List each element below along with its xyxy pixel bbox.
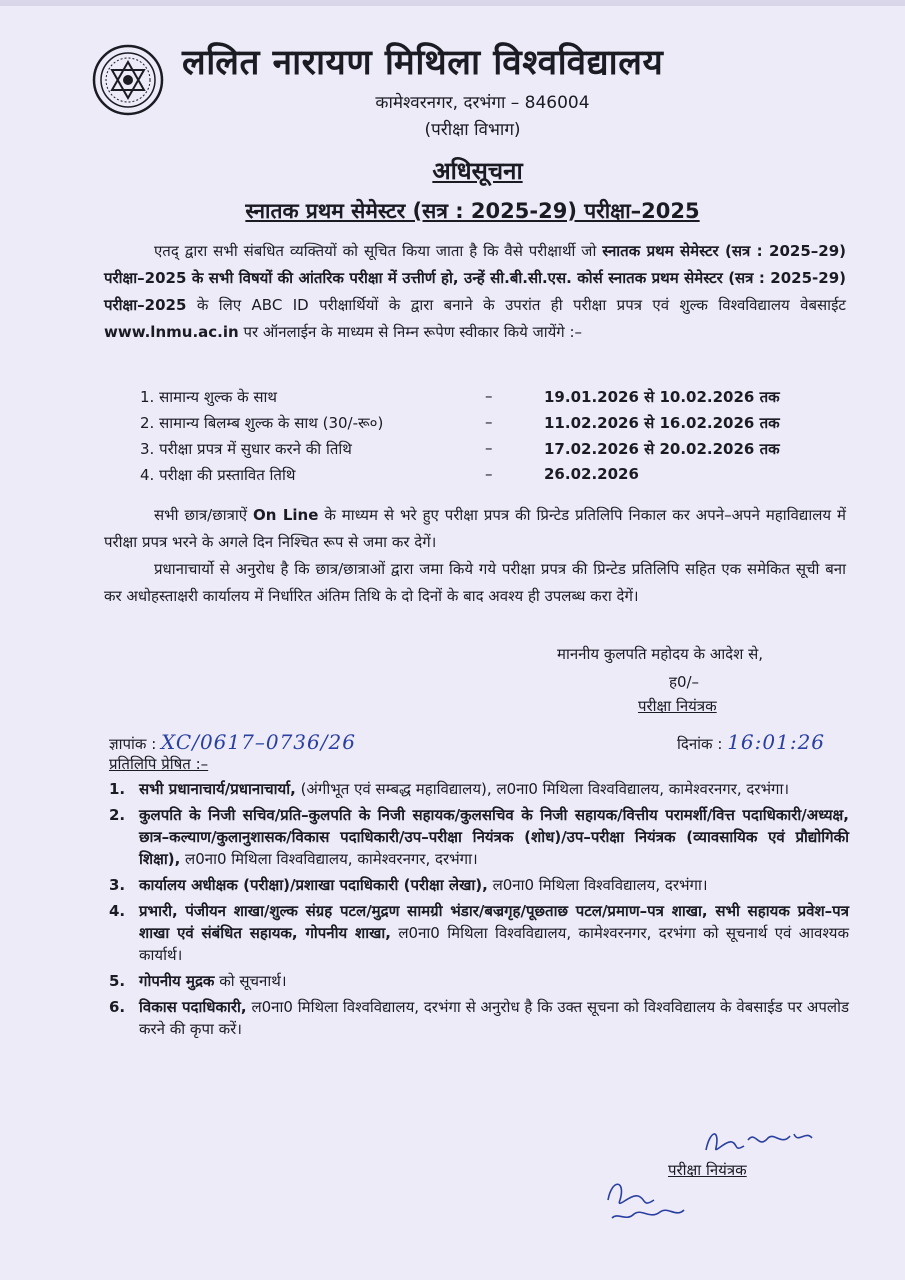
schedule-label: 4. परीक्षा की प्रस्तावित तिथि: [140, 466, 296, 484]
copy-item-recipient: प्रभारी, पंजीयन शाखा/शुल्क संग्रह पटल/मुद्रण सामग्री भंडार/बज्रगृह/पूछताछ पटल/प्रमाण–पत्र शाखा, सभी सहायक प्रवेश–पत्र शाखा एवं संबंधित सहायक, गोपनीय शाखा,: [139, 902, 849, 942]
copy-item-number: 3.: [109, 876, 126, 894]
copy-list: [109, 778, 849, 1044]
schedule-date: 26.02.2026: [544, 465, 639, 483]
schedule-row: [140, 465, 820, 491]
website-url: www.lnmu.ac.in: [104, 323, 239, 341]
copy-item-number: 1.: [109, 780, 126, 798]
copy-item-number: 4.: [109, 902, 126, 920]
memo-label: ज्ञापांक :: [109, 735, 157, 753]
list-item: [109, 778, 849, 800]
schedule-date: 11.02.2026 से 16.02.2026 तक: [544, 414, 780, 432]
intro-text-continued: के लिए ABC ID परीक्षार्थियों के द्वारा बनाने के उपरांत ही परीक्षा प्रपत्र एवं शुल्क विश्वविद्यालय वेबसाईट: [186, 296, 846, 314]
schedule-dash: –: [485, 439, 493, 457]
university-name: ललित नारायण मिथिला विश्वविद्यालय: [182, 43, 664, 83]
date-line: [677, 730, 825, 754]
initials-signature-icon: [598, 1170, 693, 1230]
schedule-row: [140, 413, 820, 439]
intro-text-end: पर ऑनलाईन के माध्यम से निम्न रूपेण स्वीकार किये जायेंगे :–: [238, 323, 583, 341]
copy-item-recipient: गोपनीय मुद्रक: [139, 972, 215, 990]
intro-paragraph: [104, 238, 846, 346]
copy-item-recipient: विकास पदाधिकारी,: [139, 998, 247, 1016]
copy-item-recipient: कुलपति के निजी सचिव/प्रति–कुलपति के निजी सहायक/कुलसचिव के निजी सहायक/वित्तीय परामर्शी/वित्त पदाधिकारी/अध्यक्ष, छात्र–कल्याण/कुलानुशासक/विकास पदाधिकारी/उप–परीक्षा नियंत्रक (शोध)/उप–परीक्षा नियंत्रक (व्यावसायिक एवं प्रौद्योगिकी शिक्षा),: [139, 806, 849, 868]
online-bold: On Line: [253, 506, 319, 524]
controller-title: परीक्षा नियंत्रक: [638, 697, 717, 715]
online-paragraph: [104, 502, 846, 556]
copy-item-text: ल0ना0 मिथिला विश्वविद्यालय, कामेश्वरनगर, दरभंगा को सूचनार्थ एवं आवश्यक कार्यार्थ।: [139, 924, 849, 964]
handwritten-signature-icon: [698, 1120, 818, 1160]
date-label: दिनांक :: [677, 735, 723, 753]
schedule-date: 19.01.2026 से 10.02.2026 तक: [544, 388, 780, 406]
top-edge: [0, 0, 905, 6]
list-item: [109, 970, 849, 992]
schedule-dash: –: [485, 465, 493, 483]
exam-title: स्नातक प्रथम सेमेस्टर (सत्र : 2025-29) परीक्षा–2025: [245, 199, 700, 223]
schedule-label: 1. सामान्य शुल्क के साथ: [140, 388, 278, 406]
online-text-end: के माध्यम से भरे हुए परीक्षा प्रपत्र की प्रिन्टेड प्रतिलिपि निकाल कर अपने–अपने महाविद्यालय में परीक्षा प्रपत्र भरने के अगले दिन निश्चित रूप से जमा कर देगें।: [104, 506, 846, 551]
final-controller-title: परीक्षा नियंत्रक: [668, 1161, 747, 1179]
schedule-dash: –: [485, 387, 493, 405]
schedule-date: 17.02.2026 से 20.02.2026 तक: [544, 440, 780, 458]
intro-text: एतद् द्वारा सभी संबधित व्यक्तियों को सूचित किया जाता है कि वैसे परीक्षार्थी जो: [154, 242, 603, 260]
memo-number-line: [109, 730, 356, 754]
copy-item-number: 5.: [109, 972, 126, 990]
intro-bold-text: स्नातक प्रथम सेमेस्टर (सत्र : 2025–29) परीक्षा–2025 के सभी विषयों की आंतरिक परीक्षा में उत्तीर्ण हो, उन्हें सी.बी.सी.एस. कोर्स स्नातक प्रथम सेमेस्टर (सत्र : 2025-29) परीक्षा–2025: [104, 242, 846, 314]
list-item: [109, 900, 849, 966]
online-text: सभी छात्र/छात्राऐं: [154, 506, 254, 524]
copy-item-recipient: कार्यालय अधीक्षक (परीक्षा)/प्रशाखा पदाधिकारी (परीक्षा लेखा),: [139, 876, 488, 894]
fee-schedule: [140, 387, 820, 491]
copy-item-number: 2.: [109, 806, 126, 824]
copy-item-number: 6.: [109, 998, 126, 1016]
copy-item-text: ल0ना0 मिथिला विश्वविद्यालय, दरभंगा।: [487, 876, 708, 894]
copy-item-recipient: सभी प्रधानाचार्य/प्रधानाचार्या,: [139, 780, 296, 798]
copy-item-text: (अंगीभूत एवं सम्बद्ध महाविद्यालय), ल0ना0 मिथिला विश्वविद्यालय, कामेश्वरनगर, दरभंगा।: [295, 780, 790, 798]
copy-heading: प्रतिलिपि प्रेषित :–: [109, 755, 209, 773]
department-name: (परीक्षा विभाग): [424, 120, 521, 140]
copy-item-text: को सूचनार्थ।: [214, 972, 287, 990]
schedule-label: 3. परीक्षा प्रपत्र में सुधार करने की तिथि: [140, 440, 352, 458]
list-item: [109, 874, 849, 896]
university-address: कामेश्वरनगर, दरभंगा – 846004: [375, 93, 590, 113]
schedule-dash: –: [485, 413, 493, 431]
schedule-row: [140, 387, 820, 413]
memo-number: XC/0617–0736/26: [161, 730, 356, 754]
principal-paragraph: [104, 556, 846, 610]
signed-mark: ह0/–: [669, 673, 700, 691]
list-item: [109, 996, 849, 1040]
order-line: माननीय कुलपति महोदय के आदेश से,: [557, 645, 763, 663]
principal-text: प्रधानाचार्यो से अनुरोध है कि छात्र/छात्राओं द्वारा जमा किये गये परीक्षा प्रपत्र की प्रिन्टेड प्रतिलिपि सहित एक समेकित सूची बना कर अधोहस्ताक्षरी कार्यालय में निर्धारित अंतिम तिथि के दो दिनों के बाद अवश्य ही उपलब्ध करा देगें।: [104, 560, 846, 605]
copy-item-text: ल0ना0 मिथिला विश्वविद्यालय, दरभंगा से अनुरोध है कि उक्त सूचना को विश्वविद्यालय के वेबसाईड पर अपलोड करने की कृपा करें।: [139, 998, 849, 1038]
schedule-label: 2. सामान्य बिलम्ब शुल्क के साथ (30/-रू०): [140, 414, 384, 432]
schedule-row: [140, 439, 820, 465]
date-value: 16:01:26: [727, 730, 826, 754]
notification-title: अधिसूचना: [432, 157, 523, 185]
copy-item-text: ल0ना0 मिथिला विश्वविद्यालय, कामेश्वरनगर, दरभंगा।: [180, 850, 478, 868]
list-item: [109, 804, 849, 870]
